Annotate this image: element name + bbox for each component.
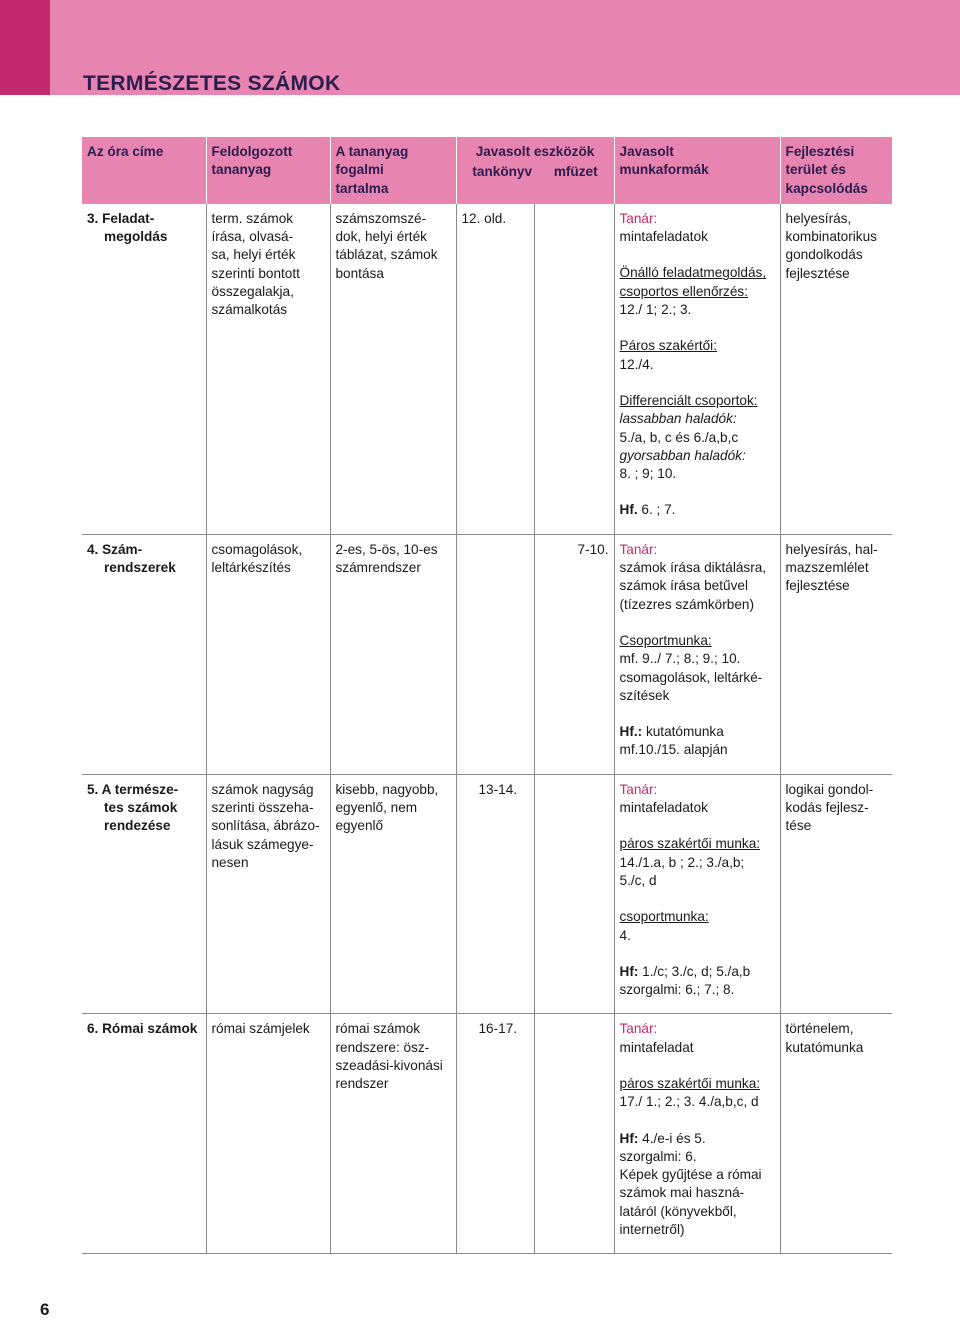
textbook-cell: 16-17. <box>456 1014 534 1254</box>
development-cell: logikai gondol- kodás fejlesz- tése <box>780 774 892 1014</box>
textbook-cell: 12. old. <box>456 204 534 534</box>
work-forms-cell: Tanár: mintafeladatok páros szakértői munka: 14./1.a, b ; 2.; 3./a,b; 5./c, d csoportmunka: 4. Hf: 1./c; 3./c, d; 5./a,b szorgalmi: 6.; 7.; 8. <box>614 774 780 1014</box>
workbook-cell: 7-10. <box>534 534 614 774</box>
table-row <box>82 774 892 1014</box>
development-cell: helyesírás, kombinatorikus gondolkodás fejlesztése <box>780 204 892 534</box>
header-workbook: mfüzet <box>553 164 598 180</box>
work-forms-cell: Tanár: számok írása diktálásra, számok írása betűvel (tízezres számkörben) Csoportmunka: mf. 9../ 7.; 8.; 9.; 10. csomagolások, leltárké- szítések Hf.: kutatómunka mf.10./15. alapján <box>614 534 780 774</box>
page-number: 6 <box>40 1300 50 1319</box>
lesson-title: 6. Római számok <box>82 1014 206 1254</box>
header-tools: Javasolt eszközök tankönyv mfüzet <box>456 137 614 204</box>
header-textbook: tankönyv <box>472 164 533 180</box>
material-cell: csomagolások, leltárkészítés <box>206 534 330 774</box>
lesson-title: 4. Szám- rendszerek <box>82 534 206 774</box>
lesson-plan-table <box>82 137 892 1254</box>
lesson-title: 5. A természe- tes számok rendezése <box>82 774 206 1014</box>
work-forms-cell: Tanár: mintafeladatok Önálló feladatmegoldás, csoportos ellenőrzés: 12./ 1; 2.; 3. Páros szakértői: 12./4. Differenciált csoportok: lassabban haladók: 5./a, b, c és 6./a,b,c gyorsabban haladók: 8. ; 9; 10. Hf. 6. ; 7. <box>614 204 780 534</box>
development-cell: helyesírás, hal- mazszemlélet fejlesztése <box>780 534 892 774</box>
textbook-cell <box>456 534 534 774</box>
header-development: Fejlesztési terület és kapcsolódás <box>780 137 892 204</box>
content-cell: 2-es, 5-ös, 10-es számrendszer <box>330 534 456 774</box>
header-lesson-title: Az óra címe <box>82 137 206 204</box>
workbook-cell <box>534 204 614 534</box>
table-row <box>82 534 892 774</box>
textbook-cell: 13-14. <box>456 774 534 1014</box>
table-row <box>82 1014 892 1254</box>
header-material: Feldolgozott tananyag <box>206 137 330 204</box>
content-cell: számszomszé- dok, helyi érték táblázat, számok bontása <box>330 204 456 534</box>
page-title: TERMÉSZETES SZÁMOK <box>83 72 341 95</box>
workbook-cell <box>534 1014 614 1254</box>
content-cell: kisebb, nagyobb, egyenlő, nem egyenlő <box>330 774 456 1014</box>
corner-strip <box>0 0 50 95</box>
material-cell: római számjelek <box>206 1014 330 1254</box>
material-cell: term. számok írása, olvasá- sa, helyi érték szerinti bontott összegalakja, számalkotás <box>206 204 330 534</box>
workbook-cell <box>534 774 614 1014</box>
content-cell: római számok rendszere: ösz- szeadási-kivonási rendszer <box>330 1014 456 1254</box>
work-forms-cell: Tanár: mintafeladat páros szakértői munka: 17./ 1.; 2.; 3. 4./a,b,c, d Hf: 4./e-i és 5. szorgalmi: 6. Képek gyűjtése a római számok mai haszná- latáról (könyvekből, internetről) <box>614 1014 780 1254</box>
material-cell: számok nagyság szerinti összeha- sonlítása, ábrázo- lásuk számegye- nesen <box>206 774 330 1014</box>
lesson-title: 3. Feladat- megoldás <box>82 204 206 534</box>
development-cell: történelem, kutatómunka <box>780 1014 892 1254</box>
table-header-row <box>82 137 892 204</box>
header-content: A tananyag fogalmi tartalma <box>330 137 456 204</box>
table-row <box>82 204 892 534</box>
header-work-forms: Javasolt munkaformák <box>614 137 780 204</box>
